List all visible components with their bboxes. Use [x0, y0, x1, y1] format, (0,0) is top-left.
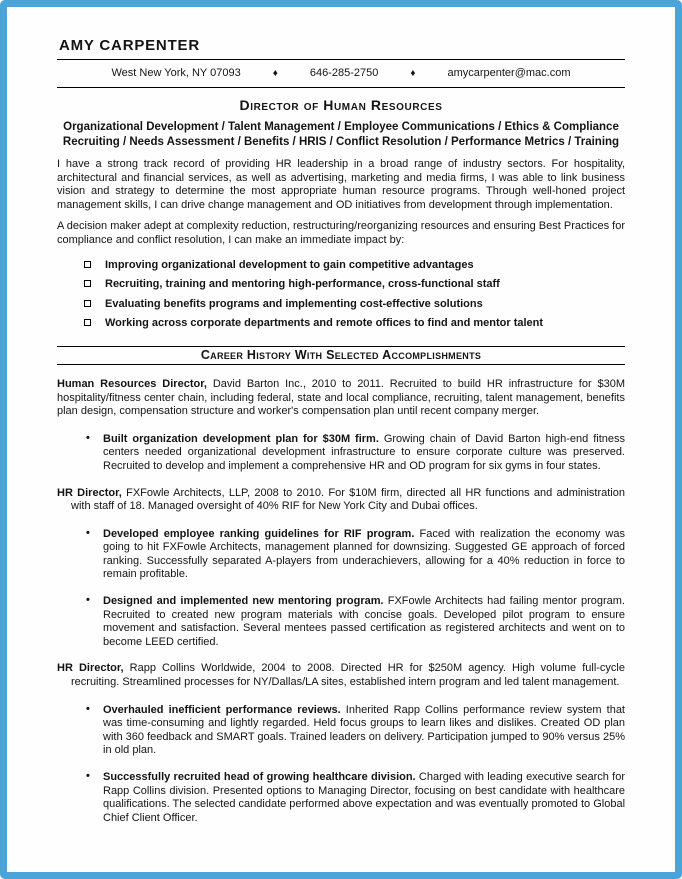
skills-line: Organizational Development / Talent Management / Employee Communications / Ethics & Compliance: [63, 121, 619, 133]
section-title-career-history: Career History With Selected Accomplishments: [57, 346, 625, 365]
job-accomplishment: [57, 595, 625, 649]
impact-bullet-text: Working across corporate departments and remote offices to find and mentor talent: [105, 317, 544, 330]
impact-bullet-list: [57, 259, 625, 331]
job-description: Rapp Collins Worldwide, 2004 to 2008. Directed HR for $250M agency. High volume full-cycle recruiting. Streamlined processes for NY/Dallas/LA sites, established intern program and led talent management.: [71, 662, 625, 689]
job-title: HR Director,: [57, 662, 124, 675]
bullet-dot-icon: •: [86, 770, 90, 782]
contact-email: amycarpenter@mac.com: [447, 67, 571, 79]
diamond-separator-icon: ♦: [410, 67, 416, 79]
contact-location: West New York, NY 07093: [111, 67, 241, 79]
job-description: David Barton Inc., 2010 to 2011. Recruited to build HR infrastructure for $30M hospitality/fitness center chain, including federal, state and local compliance, recruiting, talent management, benefits plan design, compensation structure and worker's compensation plan until recent company merger.: [57, 377, 626, 418]
summary-paragraph: A decision maker adept at complexity reduction, restructuring/reorganizing resources and ensuring Best Practices for compliance and conflict resolution, I can make an immediate impact by:: [57, 220, 626, 246]
impact-bullet-item: [57, 278, 625, 292]
bullet-dot-icon: •: [86, 431, 90, 444]
impact-bullet-item: [57, 259, 625, 273]
resume-title: Director of Human Resources: [239, 97, 443, 113]
impact-bullet-item: [57, 317, 625, 331]
accomplishment-lead: Overhauled inefficient performance reviews.: [103, 703, 341, 716]
candidate-name: AMY CARPENTER: [59, 37, 200, 54]
accomplishment-lead: Developed employee ranking guidelines for RIF program.: [103, 527, 415, 540]
accomplishment-text: Charged with leading executive search for Rapp Collins division. Presented options to Managing Director, focusing on best candidate with healthcare qualifications. The selected candidate performed above expectation and was eventually promoted to Global Chief Client Officer.: [103, 771, 626, 824]
job-accomplishment: [57, 704, 625, 758]
bullet-dot-icon: •: [86, 702, 90, 715]
impact-bullet-item: [57, 298, 625, 312]
job-entry: [57, 487, 625, 514]
accomplishment-lead: Successfully recruited head of growing healthcare division.: [103, 771, 416, 783]
accomplishment-lead: Built organization development plan for $30M firm.: [103, 432, 379, 445]
contact-phone: 646-285-2750: [309, 67, 379, 79]
accomplishment-text: Inherited Rapp Collins performance review system that was time-consuming and lightly regarded. Held focus groups to learn likes and dislikes. Created OD plan with 360 feedback and SMART goals. Trained leaders on delivery. Participation jumped to 90% versus 25% in old plan.: [103, 703, 625, 757]
job-accomplishment: [57, 433, 625, 474]
checkbox-bullet-icon: [84, 280, 91, 287]
checkbox-bullet-icon: [84, 319, 91, 326]
accomplishment-text: Growing chain of David Barton high-end fitness centers needed organizational development infrastructure to ensure corporate culture was preserved. Recruited to develop and implement a comprehensive HR and OD program for six gyms in four states.: [103, 432, 626, 472]
skills-summary: [57, 120, 625, 149]
skills-line: Recruiting / Needs Assessment / Benefits / HRIS / Conflict Resolution / Performance Metrics / Training: [62, 135, 620, 148]
job-entry: [57, 378, 625, 419]
header-divider-top: [57, 59, 625, 60]
diamond-separator-icon: ♦: [272, 67, 278, 79]
job-accomplishment: [57, 528, 625, 582]
header-divider-bottom: [57, 87, 625, 88]
job-description: FXFowle Architects, LLP, 2008 to 2010. For $10M firm, directed all HR functions and administration with staff of 18. Managed oversight of 40% RIF for New York City and Dubai offices.: [71, 486, 625, 513]
job-title: Human Resources Director,: [57, 377, 207, 390]
impact-bullet-text: Recruiting, training and mentoring high-performance, cross-functional staff: [105, 278, 500, 291]
bullet-dot-icon: •: [86, 594, 90, 607]
job-accomplishment: [57, 771, 625, 825]
accomplishment-text: Faced with realization the economy was going to hit FXFowle Architects, management planned for downsizing. Suggested GE approach of forced ranking. Successfully separated A-players from underachievers, allowing for a 40% reduction in force to remain profitable.: [103, 527, 625, 581]
contact-line: [57, 62, 625, 85]
accomplishment-text: FXFowle Architects had failing mentor program. Recruited to created new program materials with concise goals. Developed pilot program to ensure movement and satisfaction. Several mentees passed certification as registered architects and went on to become LEED certified.: [103, 595, 625, 648]
impact-bullet-text: Evaluating benefits programs and implementing cost-effective solutions: [105, 297, 483, 310]
checkbox-bullet-icon: [84, 300, 91, 307]
accomplishment-lead: Designed and implemented new mentoring program.: [103, 595, 384, 608]
checkbox-bullet-icon: [84, 261, 91, 268]
job-title: HR Director,: [57, 486, 122, 499]
job-entry: [57, 662, 625, 689]
summary-paragraph: I have a strong track record of providing HR leadership in a broad range of industry sectors. For hospitality, architectural and financial services, as well as advertising, marketing and media firms, I was able to link business vision and strategy to determine the most appropriate human resource programs. Through well-honed project management skills, I can drive change management and OD initiatives from development through implementation.: [57, 158, 625, 211]
bullet-dot-icon: •: [86, 526, 90, 539]
impact-bullet-text: Improving organizational development to gain competitive advantages: [105, 258, 474, 271]
